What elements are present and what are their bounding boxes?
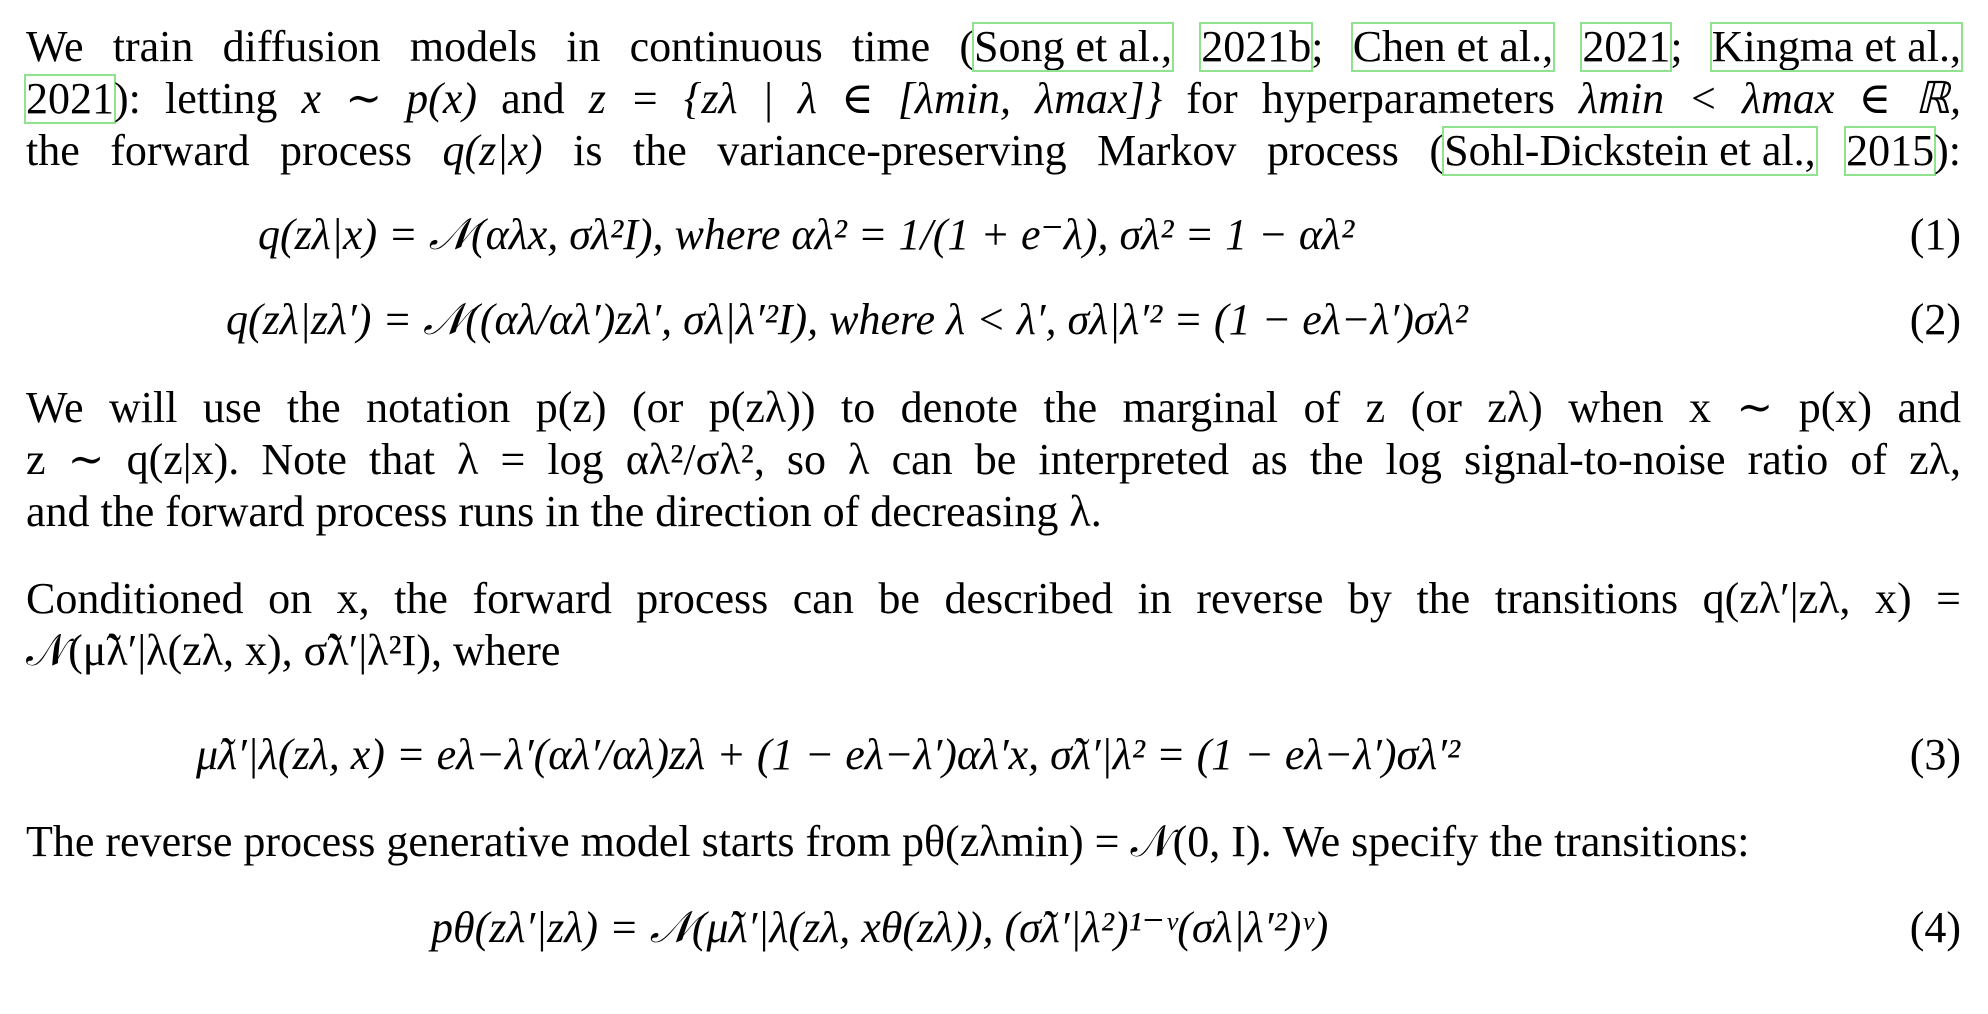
citation-year-2021-chen[interactable]: 2021	[1582, 22, 1671, 71]
citation-year-2015[interactable]: 2015	[1846, 126, 1935, 175]
para3-line1: Conditioned on x, the forward process can be described in reverse by the transitions q(zλ′|zλ, x) =	[26, 574, 1961, 623]
equation-4	[26, 898, 1961, 958]
equation-4-math: pθ(zλ′|zλ) = 𝒩(μ̃λ′|λ(zλ, xθ(zλ)), (σ̃λ′|λ²)¹⁻ᵛ(σλ|λ′²)ᵛ)	[431, 903, 1329, 952]
equation-3-math: μ̃λ′|λ(zλ, x) = eλ−λ′(αλ′/αλ)zλ + (1 − eλ−λ′)αλ′x, σ̃λ′|λ² = (1 − eλ−λ′)σλ′²	[196, 730, 1461, 779]
para2-line3: and the forward process runs in the direction of decreasing λ.	[26, 487, 1102, 536]
equation-3	[26, 725, 1961, 785]
citation-chen-et-al[interactable]: Chen et al.,	[1352, 22, 1554, 71]
citation-song-et-al[interactable]: Song et al.,	[974, 22, 1173, 71]
para1-line1-text: We train diffusion models in continuous time (	[26, 22, 975, 71]
para1-line2-text-a: ): letting	[114, 74, 302, 123]
citation-year-2021b[interactable]: 2021b	[1201, 22, 1312, 71]
para1-line2	[26, 74, 1961, 124]
para1-line3-text-a: the forward process	[26, 126, 443, 175]
citation-kingma-et-al[interactable]: Kingma et al.,	[1711, 22, 1962, 71]
citation-sohl-dickstein-et-al[interactable]: Sohl-Dickstein et al.,	[1444, 126, 1816, 175]
equation-2-number: (2)	[1909, 295, 1961, 344]
para4-line1: The reverse process generative model starts from pθ(zλmin) = 𝒩(0, I). We specify the transitions:	[26, 817, 1750, 866]
para1-line1: We train diffusion models in continuous time (Song et al., 2021b; Chen et al., 2021; Kingma et al.,	[26, 22, 1962, 71]
equation-3-number: (3)	[1909, 730, 1961, 779]
para1-line3	[26, 126, 1961, 176]
citation-year-2021-kingma[interactable]: 2021	[26, 74, 114, 123]
para2-line2: z ∼ q(z|x). Note that λ = log αλ²/σλ², so λ can be interpreted as the log signal-to-noise ratio of zλ,	[26, 435, 1961, 484]
equation-4-number: (4)	[1909, 903, 1961, 952]
math-inline-lambda-range: λmin < λmax ∈ ℝ,	[1579, 74, 1962, 123]
para1-line3-text-c: ):	[1934, 126, 1962, 175]
para2-line1: We will use the notation p(z) (or p(zλ)) to denote the marginal of z (or zλ) when x ∼ p(x) and	[26, 383, 1961, 432]
equation-2-math: q(zλ|zλ′) = 𝒩((αλ/αλ′)zλ′, σλ|λ′²I), where λ < λ′, σλ|λ′² = (1 − eλ−λ′)σλ²	[226, 295, 1468, 344]
equation-1-number: (1)	[1909, 210, 1961, 259]
math-inline-x-sim-px: x ∼ p(x)	[301, 74, 478, 123]
equation-1-math: q(zλ|x) = 𝒩(αλx, σλ²I), where αλ² = 1/(1 + e⁻λ), σλ² = 1 − αλ²	[258, 210, 1355, 259]
para3-line2: 𝒩(μ̃λ′|λ(zλ, x), σ̃λ′|λ²I), where	[26, 626, 561, 675]
equation-2	[26, 290, 1961, 350]
para1-line2-text-c: for hyperparameters	[1162, 74, 1580, 123]
para1-line3-text-b: is the variance-preserving Markov process (	[542, 126, 1445, 175]
equation-1	[26, 205, 1961, 265]
math-inline-z-set: z = {zλ | λ ∈ [λmin, λmax]}	[588, 74, 1163, 123]
math-inline-qzx: q(z|x)	[442, 126, 543, 175]
para1-line2-text-b: and	[477, 74, 589, 123]
